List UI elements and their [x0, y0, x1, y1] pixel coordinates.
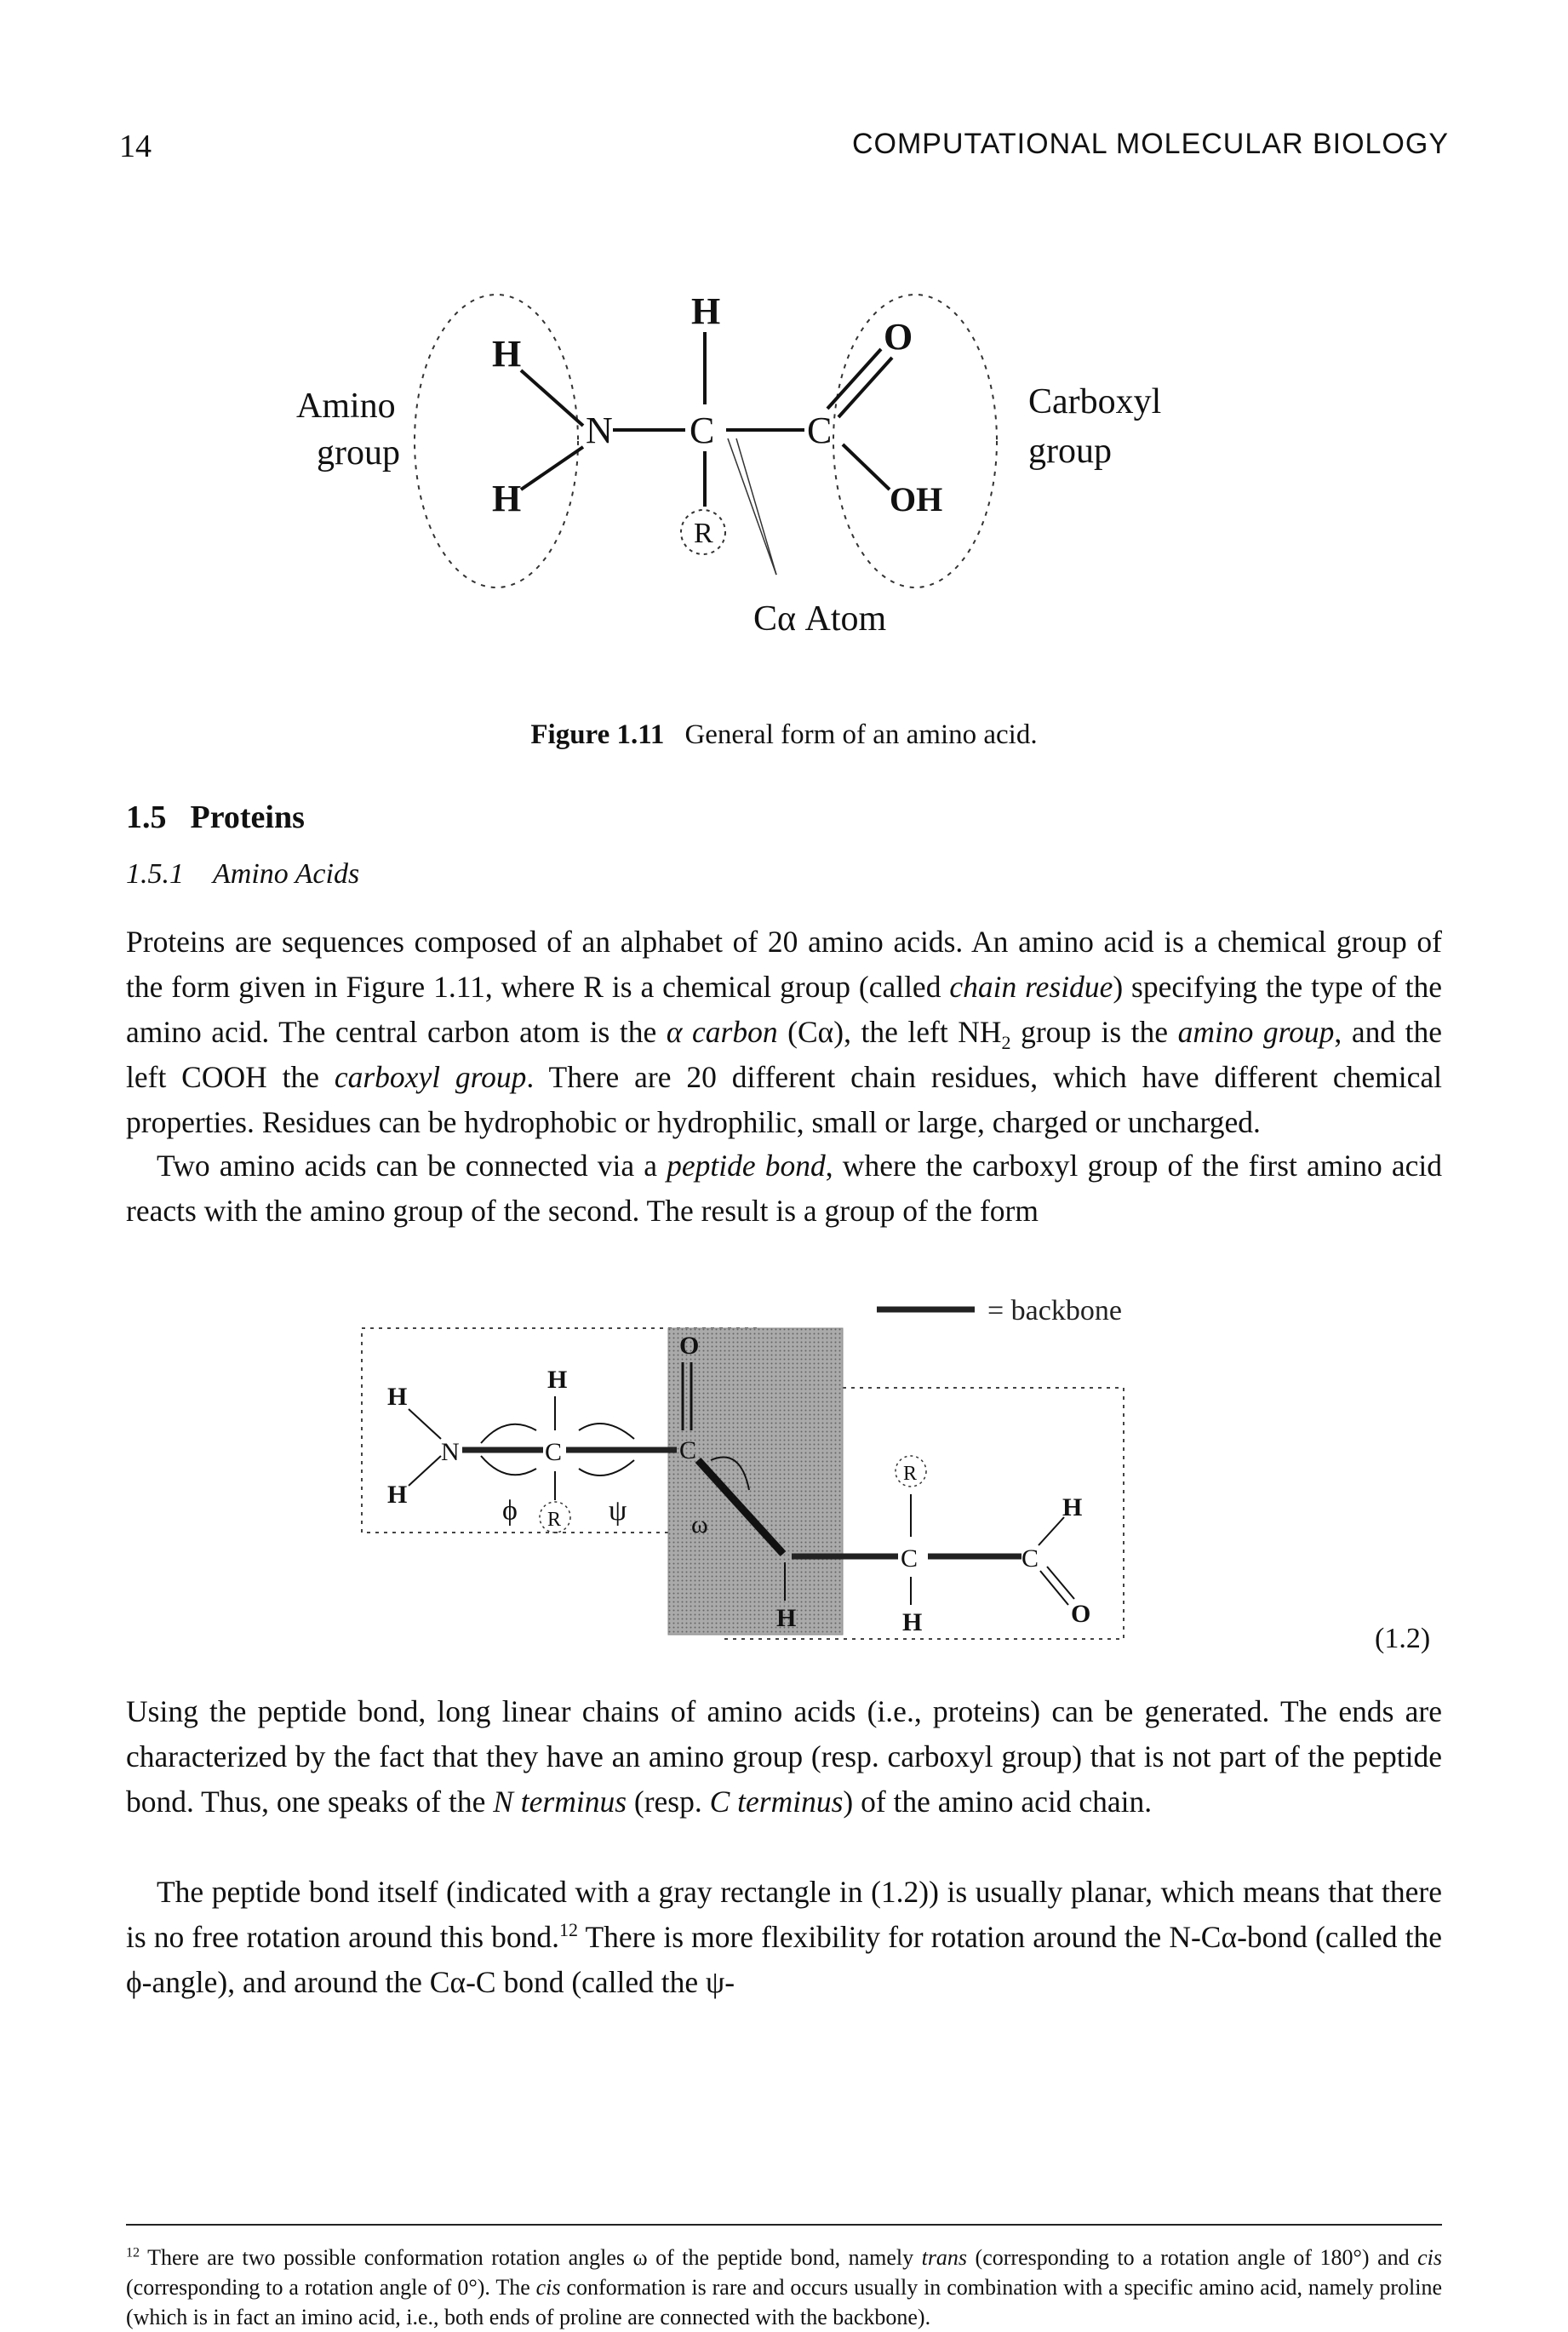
eq-atom-h-left-bottom: H — [387, 1481, 408, 1509]
subsection-title: Amino Acids — [213, 858, 360, 890]
paragraph-4: The peptide bond itself (indicated with a gray rectangle in (1.2)) is usually planar, which means that there is no free rotation around this bond.$^{12}$ There is more flexibility for rotation around the N-Cα-bond (called the ϕ-angle), and around the Cα-C bond (called the ψ- — [126, 1875, 1443, 1999]
caption-text: General form of an amino acid. — [684, 719, 1038, 750]
book-title: COMPUTATIONAL MOLECULAR BIOLOGY — [851, 128, 1449, 160]
section-title: Proteins — [190, 799, 305, 835]
phi-arrow-bottom — [481, 1456, 536, 1475]
peptide-bond-diagram — [340, 1277, 1192, 1652]
eq-atom-c-carbonyl: C — [679, 1436, 697, 1464]
peptide-plane — [668, 1328, 843, 1635]
eq-atom-calpha1: C — [545, 1438, 563, 1466]
eq-atom-r1: R — [547, 1509, 562, 1531]
atom-r: R — [694, 518, 713, 549]
footnote: $^{12}$ There are two possible conformation rotation angles ω of the peptide bond, namely trans (corresponding to a rotation angle of 180°) and cis (corresponding to a rotation angle of 0°). The cis conformation is rare and occurs usually in combination with a specific amino acid, namely proline (which is in fact an imino acid, i.e., both ends of proline are connected with the backbone). — [126, 2245, 1442, 2329]
atom-h-top-left: H — [492, 333, 522, 375]
atom-h-bottom-left: H — [492, 478, 522, 519]
figure-amino-acid — [255, 255, 1277, 664]
label-carboxyl-group: group — [1028, 432, 1112, 471]
footnote-ref[interactable]: 12 — [559, 1919, 579, 1941]
bond-c-oh — [843, 444, 890, 490]
carboxyl-group-ellipse — [833, 295, 997, 587]
calpha-pointer-1 — [728, 438, 776, 575]
page-number: 14 — [119, 129, 152, 164]
equation-number: (1.2) — [1375, 1623, 1431, 1654]
atom-c-carboxyl: C — [807, 410, 833, 451]
label-calpha-atom: Cα Atom — [753, 599, 887, 639]
eq-atom-o-terminal: O — [1071, 1600, 1091, 1628]
atom-n: N — [586, 410, 613, 451]
calpha-pointer-2 — [736, 438, 776, 575]
label-carboxyl: Carboxyl — [1028, 382, 1162, 421]
eq-atom-h-terminal: H — [1062, 1493, 1083, 1521]
atom-c-alpha: C — [690, 410, 715, 451]
paragraph-2: Two amino acids can be connected via a peptide bond, where the carboxyl group of the first amino acid reacts with the amino group of the second. The result is a group of the form — [126, 1149, 1442, 1228]
eq-atom-o-carbonyl: O — [679, 1332, 700, 1360]
phi-arrow-top — [481, 1424, 536, 1443]
label-amino-group: group — [317, 433, 400, 473]
section-heading — [126, 799, 305, 836]
paragraph-1: Proteins are sequences composed of an alphabet of 20 amino acids. An amino acid is a chemical group of the form given in Figure 1.11, where R is a chemical group (called chain residue) specifying the type of the amino acid. The central carbon atom is the α carbon (Cα), the left $NH_2$ group is the amino group, and the left COOH the carboxyl group. There are 20 different chain residues, which have different chemical properties. Residues can be hydrophobic or hydrophilic, small or large, charged or uncharged. — [126, 925, 1442, 1139]
subsection-number: 1.5.1 — [126, 858, 184, 890]
paragraph-3: Using the peptide bond, long linear chains of amino acids (i.e., proteins) can be generated. The ends are characterized by the fact that they have an amino group (resp. carboxyl group) that is not part of the peptide bond. Thus, one speaks of the N terminus (resp. C terminus) of the amino acid chain. — [126, 1694, 1442, 1819]
atom-h-top: H — [691, 290, 721, 332]
peptide-bond-figure — [340, 1277, 1192, 1652]
psi-label: ψ — [609, 1495, 627, 1527]
figure-caption — [119, 719, 1449, 751]
eq-atom-h-left-top: H — [387, 1383, 408, 1411]
eq-atom-calpha2: C — [901, 1544, 918, 1573]
caption-label: Figure 1.11 — [530, 719, 665, 750]
atom-o: O — [884, 316, 913, 358]
running-head — [119, 128, 1449, 170]
eq-atom-c-terminal: C — [1021, 1544, 1039, 1573]
atom-oh: OH — [890, 480, 943, 519]
subsection-heading — [126, 858, 359, 891]
omega-label: ω — [691, 1510, 708, 1538]
legend-backbone-label: = backbone — [987, 1295, 1122, 1326]
eq-atom-r2: R — [903, 1463, 918, 1485]
footnote-mark: 12 — [126, 2245, 140, 2260]
eq-atom-h-amide: H — [776, 1604, 797, 1632]
eq-atom-h-calpha2: H — [902, 1608, 923, 1636]
psi-arrow-top — [579, 1424, 634, 1439]
eq-atom-n-left: N — [441, 1438, 460, 1466]
amino-acid-diagram — [255, 255, 1277, 664]
label-amino: Amino — [296, 387, 396, 426]
phi-label: ϕ — [502, 1495, 518, 1527]
section-number: 1.5 — [126, 799, 167, 835]
footnote-rule — [126, 2224, 1442, 2226]
psi-arrow-bottom — [579, 1460, 634, 1475]
eq-atom-h-calpha1: H — [547, 1366, 568, 1394]
